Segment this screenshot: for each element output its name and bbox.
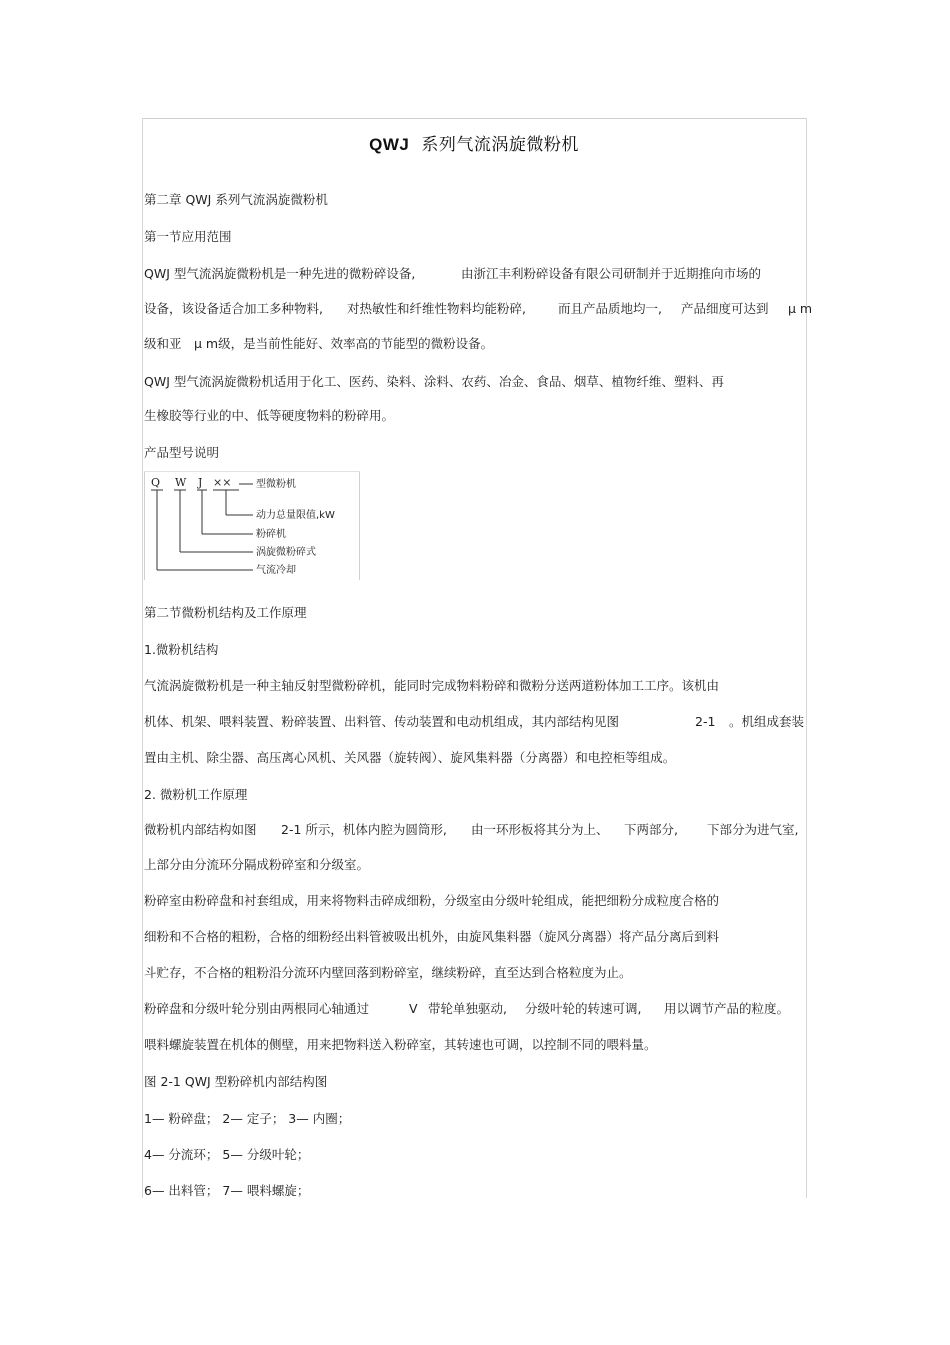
text-segment: V (409, 1001, 418, 1016)
text-segment: 由浙江丰利粉碎设备有限公司研制并于近期推向市场的 (461, 266, 762, 281)
text-segment: 带轮单独驱动, (428, 1001, 507, 1016)
paragraph-line: QWJ 型气流涡旋微粉机适用于化工、医药、染料、涂料、农药、冶金、食品、烟草、植物纤维、塑料、再 (144, 374, 724, 389)
paragraph-line (144, 822, 799, 838)
text-segment: μ m (788, 301, 813, 316)
figure-caption: 图 2-1 QWJ 型粉碎机内部结构图 (144, 1074, 328, 1089)
text-segment: 机体、机架、喂料装置、粉碎装置、出料管、传动装置和电动机组成，其内部结构见图 (144, 714, 620, 729)
paragraph-line: 置由主机、除尘器、高压离心风机、关风器（旋转阀）、旋风集料器（分离器）和电控柜等组成。 (144, 750, 676, 765)
page-frame-left (142, 118, 143, 1198)
paragraph-line (144, 301, 824, 317)
chapter-heading: 第二章 QWJ 系列气流涡旋微粉机 (144, 192, 328, 207)
figure-legend-line: 4— 分流环； 5— 分级叶轮； (144, 1147, 310, 1162)
model-letter-q: Q (151, 476, 161, 489)
text-segment: 分级叶轮的转速可调, (525, 1001, 642, 1016)
paragraph-line (144, 336, 544, 352)
model-label: 动力总量限值,kW (256, 510, 335, 521)
text-segment: 。机组成套装 (729, 714, 805, 729)
text-segment: 微粉机内部结构如图 (144, 822, 257, 837)
model-letter-w: W (175, 476, 187, 489)
model-code-diagram (144, 471, 360, 580)
model-label: 型微粉机 (256, 479, 296, 490)
text-segment: 而且产品质地均一, (558, 301, 662, 316)
page-frame-top (142, 118, 806, 119)
subsection-heading: 2. 微粉机工作原理 (144, 787, 248, 802)
text-segment: 用以调节产品的粒度。 (664, 1001, 790, 1016)
paragraph-line: 生橡胶等行业的中、低等硬度物料的粉碎用。 (144, 408, 395, 423)
subsection-heading: 1.微粉机结构 (144, 642, 219, 657)
text-segment: 下部分为进气室, (707, 822, 799, 837)
text-segment: 设备，该设备适合加工多种物料, (144, 301, 323, 316)
text-segment: 粉碎盘和分级叶轮分别由两根同心轴通过 (144, 1001, 370, 1016)
title-code: QWJ (369, 135, 410, 154)
text-segment: QWJ 型气流涡旋微粉机是一种先进的微粉碎设备, (144, 266, 416, 281)
paragraph-line: 细粉和不合格的粗粉，合格的细粉经出料管被吸出机外，由旋风集料器（旋风分离器）将产品分离后到料 (144, 929, 720, 944)
paragraph-line (144, 266, 814, 282)
text-segment: 级和亚 (144, 336, 182, 351)
figure-legend-line: 6— 出料管； 7— 喂料螺旋； (144, 1183, 310, 1198)
paragraph-line (144, 1001, 794, 1017)
model-letter-xx: ×× (213, 476, 232, 489)
paragraph-line: 喂料螺旋装置在机体的侧壁，用来把物料送入粉碎室，其转速也可调，以控制不同的喂料量。 (144, 1037, 657, 1052)
text-segment: 下两部分, (624, 822, 678, 837)
model-label: 粉碎机 (256, 529, 286, 540)
model-label: 气流冷却 (256, 565, 296, 576)
paragraph-line: 粉碎室由粉碎盘和衬套组成，用来将物料击碎成细粉，分级室由分级叶轮组成，能把细粉分成粒度合格的 (144, 893, 720, 908)
text-segment: 产品细度可达到 (681, 301, 769, 316)
model-heading: 产品型号说明 (144, 445, 220, 460)
paragraph-line: 气流涡旋微粉机是一种主轴反射型微粉碎机，能同时完成物料粉碎和微粉分送两道粉体加工工序。该机由 (144, 678, 720, 693)
model-letter-j: J (198, 476, 203, 489)
text-segment: 对热敏性和纤维性物料均能粉碎, (347, 301, 526, 316)
paragraph-line (144, 714, 804, 730)
paragraph-line: 斗贮存，不合格的粗粉沿分流环内壁回落到粉碎室，继续粉碎，直至达到合格粒度为止。 (144, 965, 632, 980)
text-segment: 2-1 (695, 714, 716, 729)
section1-heading: 第一节应用范围 (144, 229, 232, 244)
title-text: 系列气流涡旋微粉机 (421, 135, 579, 155)
paragraph-line: 上部分由分流环分隔成粉碎室和分级室。 (144, 857, 370, 872)
figure-legend-line: 1— 粉碎盘； 2— 定子； 3— 内圈； (144, 1111, 351, 1126)
section2-heading: 第二节微粉机结构及工作原理 (144, 605, 307, 620)
text-segment: μ m级，是当前性能好、效率高的节能型的微粉设备。 (194, 336, 494, 351)
model-label: 涡旋微粉碎式 (256, 547, 316, 558)
text-segment: 由一环形板将其分为上、 (471, 822, 609, 837)
document-title (142, 130, 806, 155)
text-segment: 2-1 所示，机体内腔为圆筒形, (281, 822, 447, 837)
